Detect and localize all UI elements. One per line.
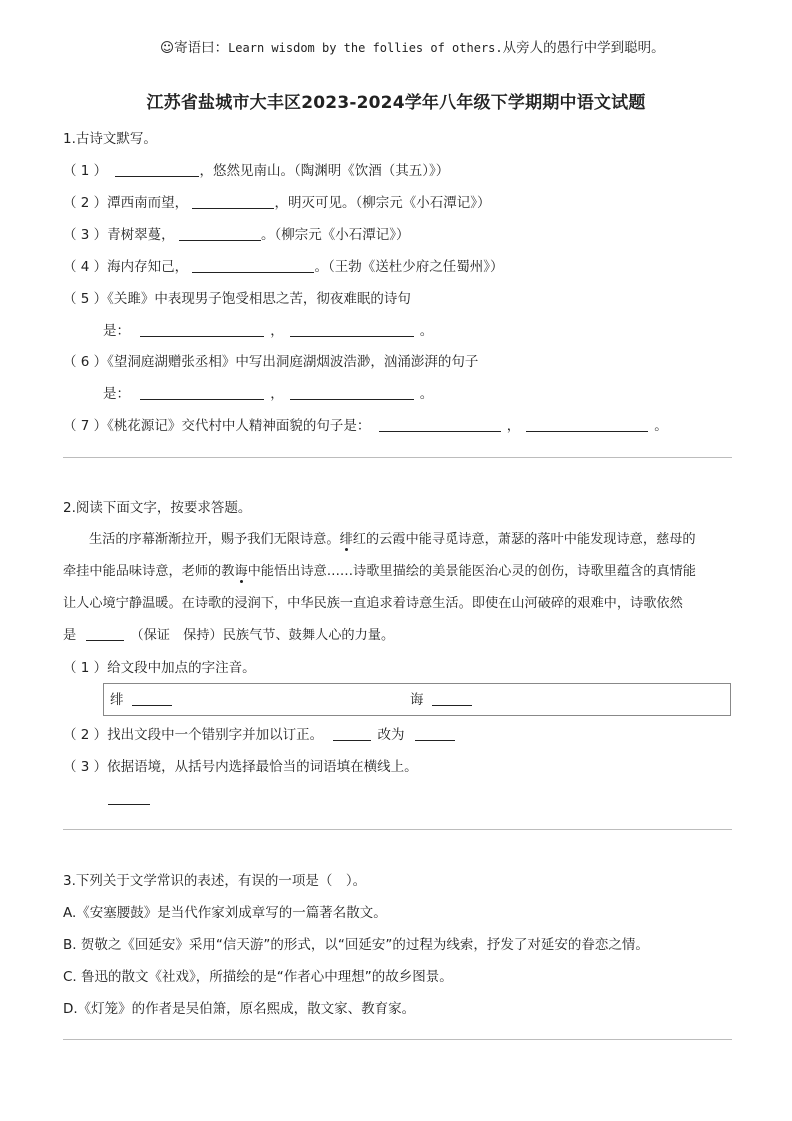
q2-sub-3: （ 3 ）依据语境，从括号内选择最恰当的词语填在横线上。 [63,759,418,775]
q1-item-5-answer: 是： ， 。 [103,323,434,339]
passage-line-1: 生活的序幕渐渐拉开，赐予我们无限诗意。绯红的云霞中能寻觅诗意，萧瑟的落叶中能发现诗意，慈母的 [89,532,696,547]
answer-blank[interactable] [108,790,150,805]
answer-blank[interactable] [140,322,264,337]
q3-option-c[interactable]: C. 鲁迅的散文《社戏》，所描绘的是“作者心中理想”的故乡图景。 [63,969,453,985]
answer-blank[interactable] [86,626,124,641]
motto-prefix: ☺寄语曰： [160,40,229,56]
pinyin-item-left: 绯 [110,690,172,710]
answer-blank[interactable] [379,417,501,432]
emphasis-dot-char: 诲 [234,564,248,579]
q1-item-7: （ 7 ）《桃花源记》交代村中人精神面貌的句子是： ， 。 [63,418,668,434]
q1-item-6-answer: 是： ， 。 [103,386,434,402]
q1-item-4: （ 4 ）海内存知己， 。（王勃《送杜少府之任蜀州》） [63,259,504,275]
q1-item-1: （ 1 ） ，悠然见南山。（陶渊明《饮酒（其五）》） [63,163,450,179]
passage-line-4: 是 （保证 保持）民族气节、鼓舞人心的力量。 [63,628,395,643]
pinyin-item-right: 诲 [410,690,472,710]
q1-item-5: （ 5 ）《关雎》中表现男子饱受相思之苦，彻夜难眠的诗句 [63,291,411,307]
q1-stem: 1.古诗文默写。 [63,131,157,147]
q1-item-3: （ 3 ）青树翠蔓， 。（柳宗元《小石潭记》） [63,227,410,243]
section-divider [63,829,732,830]
answer-blank[interactable] [179,226,261,241]
q3-option-b[interactable]: B. 贺敬之《回延安》采用“信天游”的形式，以“回延安”的过程为线索，抒发了对延安的眷恋之情。 [63,937,649,953]
answer-blank[interactable] [192,258,314,273]
passage-line-3: 让人心境宁静温暖。在诗歌的浸润下，中华民族一直追求着诗意生活。即使在山河破碎的艰难中，诗歌依然 [63,596,683,611]
answer-blank[interactable] [290,322,414,337]
emphasis-dot-char: 绯 [339,532,353,547]
answer-blank[interactable] [526,417,648,432]
motto-english: Learn wisdom by the follies of others. [228,41,503,55]
motto-chinese: 从旁人的愚行中学到聪明。 [502,40,665,56]
answer-blank[interactable] [290,385,414,400]
q3-option-d[interactable]: D.《灯笼》的作者是吴伯箫，原名熙成，散文家、教育家。 [63,1001,416,1017]
answer-blank[interactable] [333,726,371,741]
q3-stem: 3.下列关于文学常识的表述，有误的一项是（ ）。 [63,873,367,889]
q2-sub-1: （ 1 ）给文段中加点的字注音。 [63,660,256,676]
q2-sub-2: （ 2 ）找出文段中一个错别字并加以订正。 改为 [63,725,455,745]
answer-blank[interactable] [192,194,274,209]
answer-blank[interactable] [132,691,172,706]
passage-line-2: 牵挂中能品味诗意，老师的教诲中能悟出诗意……诗歌里描绘的美景能医治心灵的创伤，诗歌里蕴含的真情能 [63,564,696,579]
section-divider [63,457,732,458]
page-title: 江苏省盐城市大丰区2023-2024学年八年级下学期期中语文试题 [146,93,646,113]
answer-blank[interactable] [415,726,455,741]
q2-stem: 2.阅读下面文字，按要求答题。 [63,500,252,516]
q3-option-a[interactable]: A.《安塞腰鼓》是当代作家刘成章写的一篇著名散文。 [63,905,387,921]
answer-blank[interactable] [115,162,199,177]
answer-blank[interactable] [432,691,472,706]
q1-item-2: （ 2 ）潭西南而望， ，明灭可见。（柳宗元《小石潭记》） [63,195,491,211]
q1-item-6: （ 6 ）《望洞庭湖赠张丞相》中写出洞庭湖烟波浩渺，汹涌澎湃的句子 [63,354,479,370]
motto-line [160,38,665,58]
section-divider [63,1039,732,1040]
answer-blank[interactable] [140,385,264,400]
